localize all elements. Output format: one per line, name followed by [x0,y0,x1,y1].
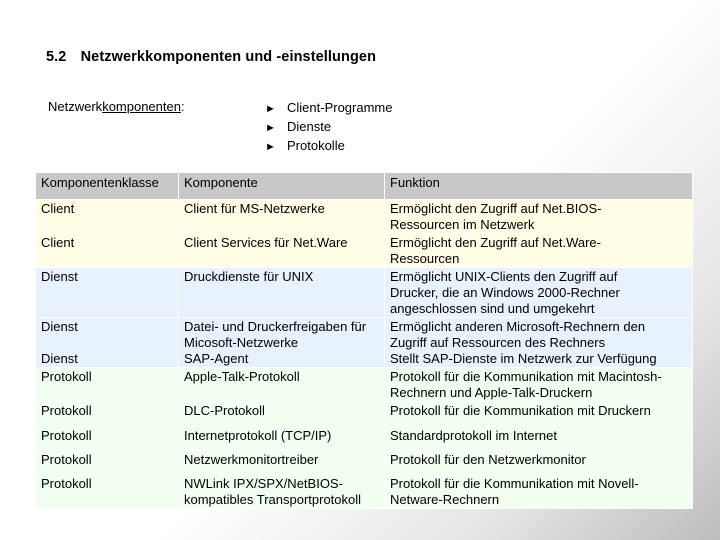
bullet-item [265,118,392,137]
table-row [36,234,693,268]
bullet-arrow-icon: ► [265,141,276,153]
bullet-arrow-icon: ► [265,122,276,134]
components-label-prefix: Netzwerk [48,99,103,114]
section-title: Netzwerkkomponenten und -einstellungen [80,49,377,65]
cell-klasse: Client [36,234,179,268]
cell-komponente: NWLink IPX/SPX/NetBIOS- kompatibles Transportprotokoll [179,475,385,509]
table-row [36,318,693,368]
components-label [48,99,185,114]
table-row [36,200,693,234]
cell-funktion: Protokoll für den Netzwerkmonitor [385,451,693,475]
cell-funktion: Ermöglicht UNIX-Clients den Zugriff auf Drucker, die an Windows 2000-Rechner angeschlossen sind und umgekehrt [385,268,693,318]
cell-klasse: Dienst [36,268,179,318]
table-header-row [36,173,693,200]
cell-klasse: Protokoll [36,451,179,475]
table-row [36,427,693,451]
column-header: Funktion [385,173,693,200]
bullet-item [265,99,392,118]
cell-klasse: Protokoll [36,475,179,509]
table-row [36,475,693,509]
bullet-arrow-icon: ► [265,103,276,115]
cell-klasse: Client [36,200,179,234]
cell-funktion: Standardprotokoll im Internet [385,427,693,451]
column-header: Komponentenklasse [36,173,179,200]
table-row [36,451,693,475]
bullet-text: Protokolle [287,138,345,153]
table-row [36,368,693,402]
cell-komponente: Apple-Talk-Protokoll [179,368,385,402]
cell-klasse: Dienst Dienst [36,318,179,368]
cell-komponente: Netzwerkmonitortreiber [179,451,385,475]
cell-funktion: Protokoll für die Kommunikation mit Druckern [385,402,693,427]
cell-komponente: Client Services für Net.Ware [179,234,385,268]
bullet-text: Client-Programme [287,100,393,115]
section-heading [46,49,376,65]
components-table [35,172,693,509]
cell-klasse: Protokoll [36,427,179,451]
table-row [36,402,693,427]
components-label-underlined: komponenten [102,99,181,114]
cell-komponente: Druckdienste für UNIX [179,268,385,318]
cell-funktion: Ermöglicht anderen Microsoft-Rechnern den Zugriff auf Ressourcen des Rechners Stellt SAP-Dienste im Netzwerk zur Verfügung [385,318,693,368]
cell-klasse: Protokoll [36,402,179,427]
cell-funktion: Protokoll für die Kommunikation mit Macintosh- Rechnern und Apple-Talk-Druckern [385,368,693,402]
cell-komponente: Datei- und Druckerfreigaben für Micosoft-Netzwerke SAP-Agent [179,318,385,368]
components-label-suffix: : [180,99,185,114]
bullet-item [265,137,392,156]
bullet-text: Dienste [287,119,332,134]
column-header: Komponente [179,173,385,200]
cell-komponente: DLC-Protokoll [179,402,385,427]
cell-funktion: Ermöglicht den Zugriff auf Net.BIOS- Ressourcen im Netzwerk [385,200,693,234]
cell-komponente: Client für MS-Netzwerke [179,200,385,234]
cell-funktion: Ermöglicht den Zugriff auf Net.Ware- Ressourcen [385,234,693,268]
cell-komponente: Internetprotokoll (TCP/IP) [179,427,385,451]
component-bullet-list [265,99,392,156]
cell-funktion: Protokoll für die Kommunikation mit Novell- Netware-Rechnern [385,475,693,509]
cell-klasse: Protokoll [36,368,179,402]
section-number: 5.2 [46,49,67,65]
table-row [36,268,693,318]
